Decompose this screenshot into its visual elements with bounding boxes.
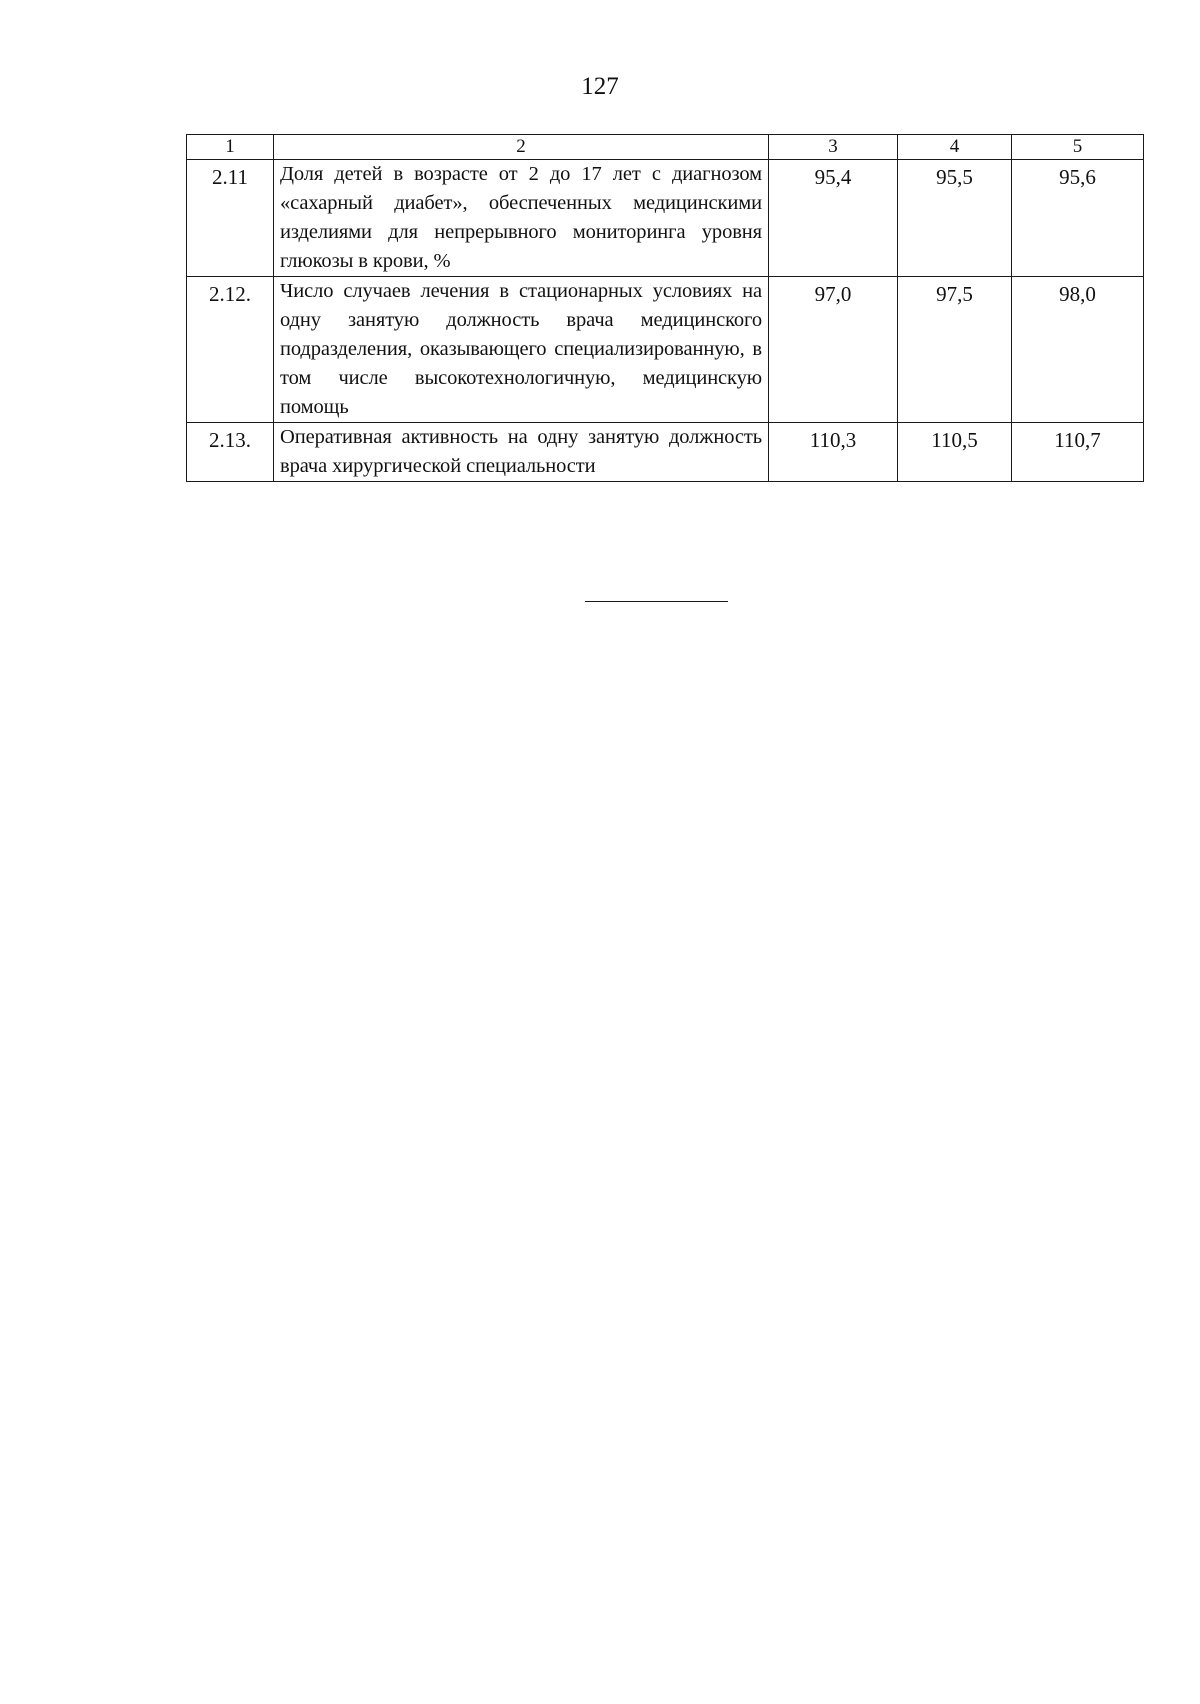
- table-header-row: [187, 135, 1144, 160]
- column-header: 5: [1012, 135, 1144, 160]
- row-number: 2.12.: [187, 277, 274, 423]
- row-number: 2.13.: [187, 423, 274, 482]
- value-col-3: 95,4: [769, 160, 898, 277]
- row-description: Число случаев лечения в стационарных условиях на одну занятую должность врача медицинского подразделения, оказывающего специализированную, в том числе высокотехнологичную, медицинскую помощь: [274, 277, 769, 423]
- value-col-5: 98,0: [1012, 277, 1144, 423]
- table-row: [187, 423, 1144, 482]
- indicators-table: [186, 134, 1144, 482]
- row-number: 2.11: [187, 160, 274, 277]
- column-header: 4: [898, 135, 1012, 160]
- value-col-4: 97,5: [898, 277, 1012, 423]
- value-col-5: 110,7: [1012, 423, 1144, 482]
- table-row: [187, 160, 1144, 277]
- column-header: 2: [274, 135, 769, 160]
- end-of-document-rule: [585, 601, 728, 602]
- row-description: Доля детей в возрасте от 2 до 17 лет с диагнозом «сахарный диабет», обеспеченных медицинскими изделиями для непрерывного мониторинга уровня глюкозы в крови, %: [274, 160, 769, 277]
- value-col-3: 97,0: [769, 277, 898, 423]
- column-header: 3: [769, 135, 898, 160]
- value-col-3: 110,3: [769, 423, 898, 482]
- page-number: 127: [581, 73, 619, 100]
- column-header: 1: [187, 135, 274, 160]
- value-col-5: 95,6: [1012, 160, 1144, 277]
- value-col-4: 95,5: [898, 160, 1012, 277]
- row-description: Оперативная активность на одну занятую должность врача хирургической специальности: [274, 423, 769, 482]
- table-row: [187, 277, 1144, 423]
- value-col-4: 110,5: [898, 423, 1012, 482]
